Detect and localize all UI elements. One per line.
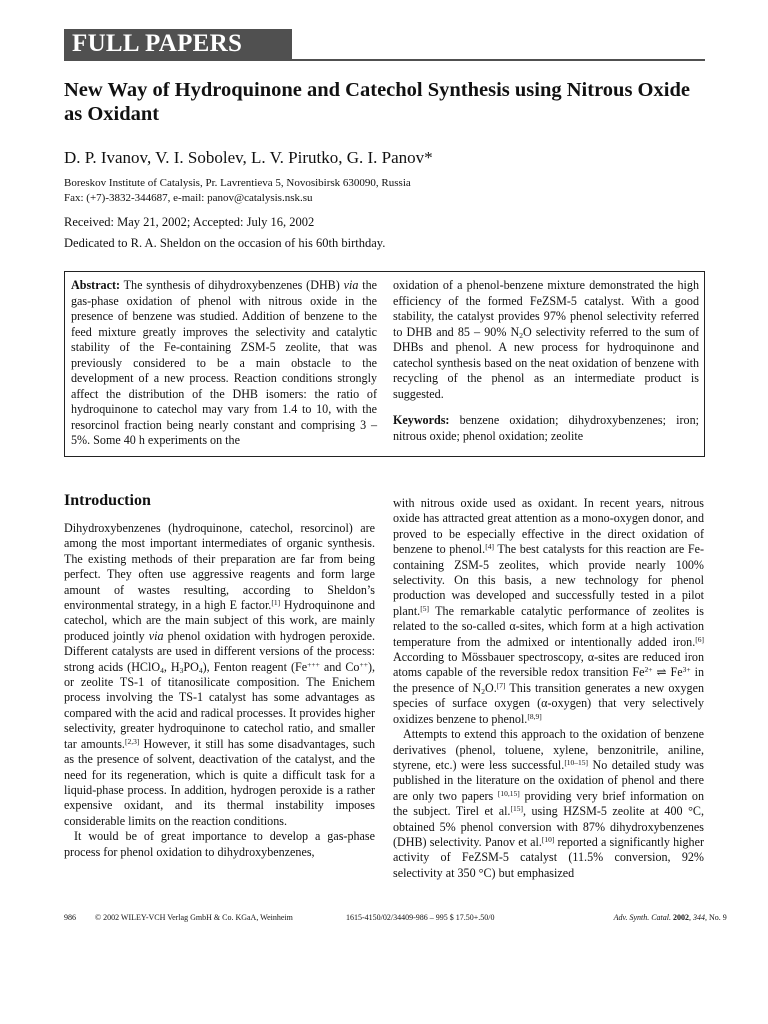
author-list: D. P. Ivanov, V. I. Sobolev, L. V. Pirutko, G. I. Panov* xyxy=(64,148,433,167)
abstract-text-b: the gas-phase oxidation of phenol with nitrous oxide in the presence of benzene was studied. Addition of benzene to the feed mixture greatly improves the selectivity and catalytic stability of the Fe-containing ZSM-5 zeolite, that was previously considered to be a main obstacle to the development of a new process. Reaction conditions strongly affect the distribution of the DHB isomers: the ratio of hydroquinone to catechol may vary from 1.4 to 10, with the resorcinol fraction being nearly constant and comprising 3 – 5%. Some 40 h experiments on the xyxy=(71,278,377,448)
copyright: © 2002 WILEY-VCH Verlag GmbH & Co. KGaA, Weinheim xyxy=(95,913,293,922)
keywords xyxy=(393,413,699,444)
t: Attempts to extend this approach to the oxidation of benzene derivatives (phenol, toluene, xylene, benzonitrile, aniline, styrene, etc.) were less successful. xyxy=(393,727,704,772)
section-banner: FULL PAPERS xyxy=(64,29,292,59)
abstract-right-column xyxy=(393,278,699,444)
abstract-via: via xyxy=(343,278,359,292)
t: via xyxy=(148,628,164,643)
t: 3 xyxy=(179,665,184,675)
abstract-sub: 2 xyxy=(519,330,524,340)
journal-name: Adv. Synth. Catal. xyxy=(613,913,671,922)
citation: [7] xyxy=(496,680,506,690)
t: , H xyxy=(163,659,180,674)
citation: [5] xyxy=(420,603,429,613)
t: Hydroquinone and catechol, which are the main subject of this work, are mainly produced jointly xyxy=(64,598,376,643)
body-right-column xyxy=(393,496,704,881)
t: ⇌ Fe xyxy=(652,665,683,680)
citation: [6] xyxy=(695,634,704,644)
intro-paragraph-3 xyxy=(393,727,704,881)
affiliation-address: Boreskov Institute of Catalysis, Pr. Lavrentieva 5, Novosibirsk 630090, Russia xyxy=(64,177,411,189)
t: 4 xyxy=(198,665,203,675)
abstract-right-b: O selectivity referred to the sum of DHBs and phenol. A new process for hydroquinone and catechol synthesis based on the neat oxidation of benzene with recycling of the phenol as an intermediate product is suggested. xyxy=(393,324,699,401)
intro-paragraph-2-continued xyxy=(393,496,704,727)
keywords-list: benzene oxidation; dihydroxybenzenes; iron; nitrous oxide; phenol oxidation; zeolite xyxy=(393,413,699,443)
page-number: 986 xyxy=(64,913,76,922)
t: According to Mössbauer spectroscopy, α-sites are reduced iron atoms capable of the reversible redox transition Fe xyxy=(393,650,704,680)
t: phenol oxidation with hydrogen peroxide. Different catalysts are used in different versions of the process: strong acids (HClO xyxy=(64,628,375,674)
t: and Co xyxy=(319,659,360,674)
t: PO xyxy=(183,659,199,674)
intro-paragraph-2: It would be of great importance to develop a gas-phase process for phenol oxidation to dihydroxybenzenes, xyxy=(64,829,375,859)
abstract-left-column xyxy=(71,278,377,449)
abstract-text-a: The synthesis of dihydroxybenzenes (DHB) xyxy=(120,278,344,292)
t: providing very brief information on the subject. Tirel et al. xyxy=(393,788,705,819)
citation: [2,3] xyxy=(124,736,140,746)
journal-volume: 344 xyxy=(693,913,705,922)
body-left-column xyxy=(64,521,375,860)
abstract-text-continued xyxy=(393,278,699,402)
journal-issue: , No. 9 xyxy=(705,913,727,922)
citation: [1] xyxy=(271,598,281,608)
citation: [10–15] xyxy=(564,757,589,767)
abstract-right-a: oxidation of a phenol-benzene mixture demonstrated the high efficiency of the formed FeZSM-5 catalyst. With a good stability, the catalyst provides 97% phenol selectivity referred to DHB and 85 – 90% N xyxy=(393,278,699,339)
t: 4 xyxy=(160,665,164,675)
keywords-label: Keywords: xyxy=(393,413,450,428)
t: ), Fenton reagent (Fe xyxy=(202,659,308,674)
intro-paragraph-1 xyxy=(64,521,375,829)
t: 2+ xyxy=(644,665,653,675)
t: However, it still has some disadvantages, such as the presence of solvent, deactivation of the catalyst, and the need for its regeneration, which is quite a difficult task for a liquid-phase process. In addition, hydrogen peroxide is a rather expensive oxidant, and its thermal instability imposes considerable limits on the reaction conditions. xyxy=(64,736,375,828)
t: No detailed study was published in the literature on the oxidation of phenol and there are only two papers xyxy=(393,757,704,803)
dedication: Dedicated to R. A. Sheldon on the occasion of his 60th birthday. xyxy=(64,236,386,250)
t: in the presence of N xyxy=(393,665,704,695)
citation: [10,15] xyxy=(497,788,520,798)
t: This transition generates a new oxygen species of surface oxygen (α-oxygen) that very selectively oxidizes benzene to phenol. xyxy=(393,680,704,726)
issn-code: 1615-4150/02/34409-986 – 995 $ 17.50+.50/0 xyxy=(346,913,495,922)
affiliation xyxy=(64,176,411,206)
journal-year: 2002 xyxy=(673,913,689,922)
t: The remarkable catalytic performance of zeolites is related to the so-called α-sites, which form at a high activation temperature from the admixed or intentionally added iron. xyxy=(393,603,704,649)
citation: [8,9] xyxy=(527,711,542,721)
affiliation-contact: Fax: (+7)-3832-344687, e-mail: panov@catalysis.nsk.su xyxy=(64,192,313,204)
citation: [4] xyxy=(485,542,494,552)
t: ++ xyxy=(359,659,368,669)
t: , using HZSM-5 zeolite at 400 °C, obtained 5% phenol conversion with 87% dihydroxybenzenes (DHB) selectivity. Panov et al. xyxy=(393,804,704,849)
t: with nitrous oxide used as oxidant. In recent years, nitrous oxide has attracted great attention as a mono-oxygen donor, and proved to be especially effective in the direct oxidation of benzene to phenol. xyxy=(393,496,704,557)
section-heading-introduction: Introduction xyxy=(64,492,151,509)
t: 3+ xyxy=(682,665,691,675)
article-title: New Way of Hydroquinone and Catechol Synthesis using Nitrous Oxide as Oxidant xyxy=(64,79,690,125)
received-dates: Received: May 21, 2002; Accepted: July 16, 2002 xyxy=(64,215,315,229)
abstract-box xyxy=(64,271,705,457)
t: 2 xyxy=(481,686,485,696)
journal-citation: Adv. Synth. Catal. 2002, 344 , No. 9 xyxy=(613,913,727,922)
t: reported a significantly higher activity of FeZSM-5 catalyst (11.5% conversion, 92% selectivity at 350 °C) but emphasized xyxy=(393,834,705,880)
t: The best catalysts for this reaction are Fe-containing ZSM-5 zeolites, which provide nearly 100% selectivity. On this basis, a new technology for phenol production was developed and successfully tested in a pilot plant. xyxy=(393,542,704,618)
header-rule xyxy=(64,59,705,61)
citation: [10] xyxy=(541,834,555,844)
abstract-label: Abstract: xyxy=(71,278,121,292)
abstract-text xyxy=(71,278,377,449)
citation: [15] xyxy=(510,804,523,814)
t: Dihydroxybenzenes (hydroquinone, catechol, resorcinol) are among the most important intermediates of organic synthesis. The existing methods of their preparation are far from being perfect. They often use aggressive reagents and form large amount of wastes resulting, according to Sheldon’s environmental strategy, in a high E factor. xyxy=(64,521,375,613)
t: +++ xyxy=(307,659,320,669)
t: O. xyxy=(485,680,497,695)
t: ), or zeolite TS-1 of titanosilicate composition. The Enichem process involving the TS-1 catalyst has some advantages as compared with the acid and radical processes. It provides higher selectivity, greater hydroquinone to catechol ratio, and smaller tar amounts. xyxy=(64,659,376,751)
